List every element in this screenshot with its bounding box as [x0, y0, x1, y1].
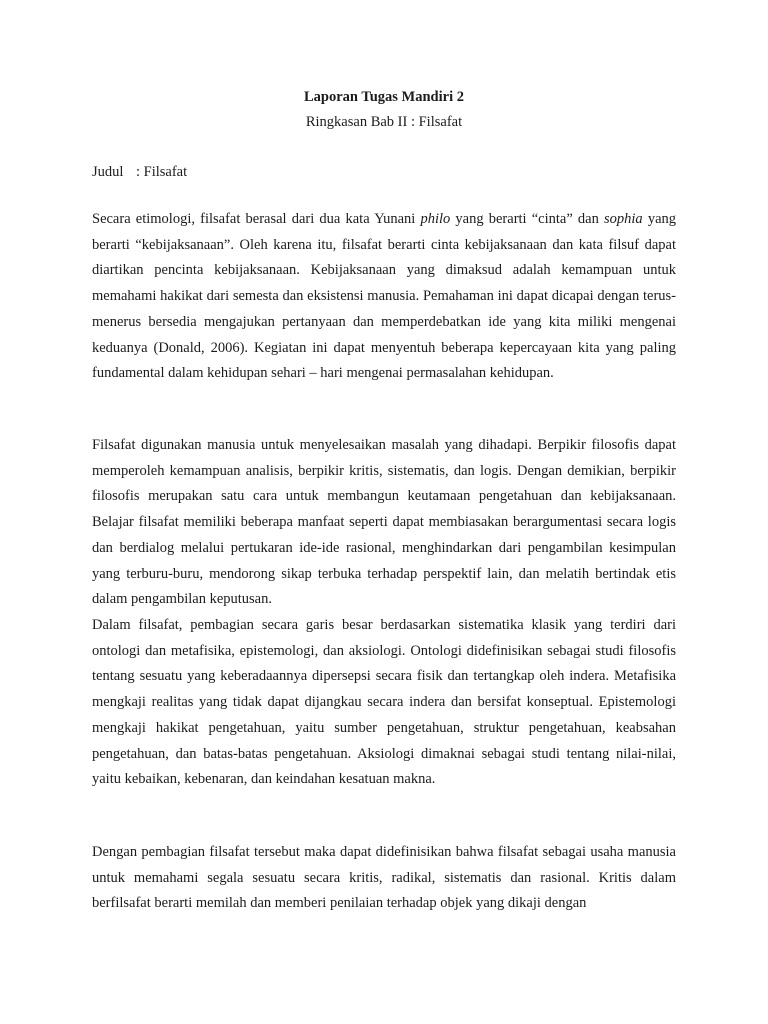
paragraph-pembagian: Dalam filsafat, pembagian secara garis besar berdasarkan sistematika klasik yang terdiri dari ontologi dan metafisika, epistemologi, dan aksiologi. Ontologi didefinisikan sebagai studi filosofis tentang sesuatu yang keberadaannya dipersepsi secara fisik dan tertangkap oleh indera. Metafisika mengkaji realitas yang tidak dapat dijangkau secara indera dan bersifat konseptual. Epistemologi mengkaji hakikat pengetahuan, yaitu sumber pengetahuan, struktur pengetahuan, keabsahan pengetahuan, dan batas-batas pengetahuan. Aksiologi dimaknai sebagai studi tentang nilai-nilai, yaitu kebaikan, kebenaran, dan keindahan kesatuan makna. — [92, 617, 676, 788]
paragraph-text: yang berarti “kebijaksanaan”. Oleh karena itu, filsafat berarti cinta kebijaksanaan dan kata filsuf dapat diartikan pencinta kebijaksanaan. Kebijaksanaan yang dimaksud adalah kemampuan untuk memahami hakikat dari semesta dan eksistensi manusia. Pemahaman ini dapat dicapai dengan terus-menerus bersedia mengajukan pertanyaan dan memperdebatkan ide yang kita miliki mengenai keduanya (Donald, 2006). Kegiatan ini dapat menyentuh beberapa kepercayaan kita yang paling fundamental dalam kehidupan sehari – hari mengenai permasalahan kehidupan. — [92, 211, 676, 382]
paragraph-kegunaan: Filsafat digunakan manusia untuk menyelesaikan masalah yang dihadapi. Berpikir filosofis dapat memperoleh kemampuan analisis, berpikir kritis, sistematis, dan logis. Dengan demikian, berpikir filosofis merupakan satu cara untuk membangun keutamaan pengetahuan dan kebijaksanaan. Belajar filsafat memiliki beberapa manfaat seperti dapat membiasakan berargumentasi secara logis dan berdialog melalui pertukaran ide-ide rasional, menghindarkan dari pengambilan kesimpulan yang terburu-buru, mendorong sikap terbuka terhadap perspektif lain, dan melatih bertindak etis dalam pengambilan keputusan. — [92, 437, 676, 608]
paragraph-text: yang berarti “cinta” dan — [450, 211, 604, 227]
judul-line — [92, 162, 187, 182]
paragraph-etimologi — [92, 207, 676, 387]
italic-term-philo: philo — [420, 211, 451, 227]
judul-value: : Filsafat — [136, 164, 188, 180]
judul-label: Judul — [92, 164, 124, 180]
paragraph-definisi: Dengan pembagian filsafat tersebut maka dapat didefinisikan bahwa filsafat sebagai usaha manusia untuk memahami segala sesuatu secara kritis, radikal, sistematis dan rasional. Kritis dalam berfilsafat berarti memilah dan memberi penilaian terhadap objek yang dikaji dengan — [92, 844, 676, 912]
italic-term-sophia: sophia — [604, 211, 643, 227]
document-subtitle: Ringkasan Bab II : Filsafat — [305, 114, 463, 130]
document-title: Laporan Tugas Mandiri 2 — [304, 89, 464, 105]
paragraph-text: Secara etimologi, filsafat berasal dari dua kata Yunani — [92, 211, 421, 227]
